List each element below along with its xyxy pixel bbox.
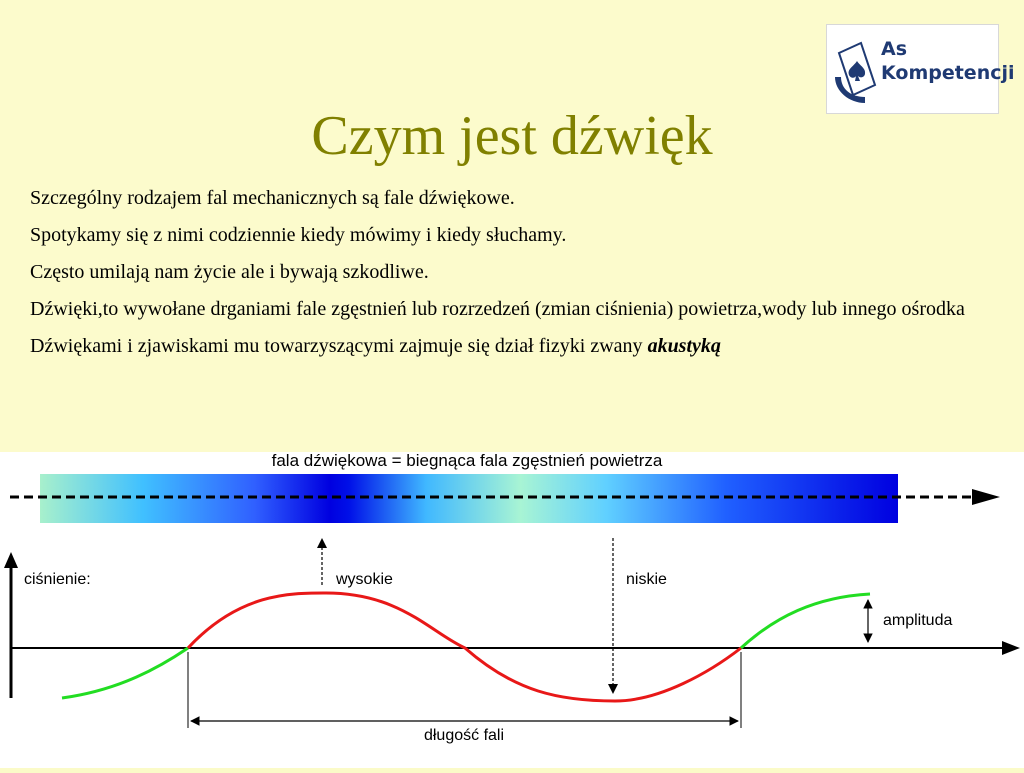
wave-left-segment [62,648,188,698]
high-label: wysokie [336,571,393,588]
x-axis-arrow-icon [1002,641,1020,655]
sound-wave-diagram [0,452,1024,768]
low-marker-arrow-icon [608,684,618,694]
emphasis-term: akustyką [647,335,721,357]
logo-line-2: Kompetencji [881,62,1015,84]
wave-right-segment [741,594,870,648]
paragraph-3: Często umilają nam życie ale i bywają szkodliwe. [30,261,429,283]
amplitude-label: amplituda [883,612,953,629]
sound-wave-svg [0,452,1024,768]
y-axis-label: ciśnienie: [24,571,91,588]
paragraph-1: Szczególny rodzajem fal mechanicznych są fale dźwiękowe. [30,187,515,209]
paragraph-2: Spotykamy się z nimi codziennie kiedy mówimy i kiedy słuchamy. [30,224,567,246]
paragraph-5-text: Dźwiękami i zjawiskami mu towarzyszącymi zajmuje się dział fizyki zwany [30,335,648,357]
high-marker-arrow-icon [317,538,327,548]
slide-title: Czym jest dźwięk [311,105,713,167]
wave-main-segment [188,593,741,701]
diagram-heading: fala dźwiękowa = biegnąca fala zgęstnień powietrza [271,452,663,470]
logo-line-1: As [881,38,908,60]
wavelength-label: długość fali [423,727,505,744]
logo-text [881,37,1015,85]
slide-body [30,186,1000,371]
propagation-arrow-icon [972,489,1000,505]
low-label: niskie [626,571,667,588]
spade-card-icon [831,33,881,108]
paragraph-4: Dźwięki,to wywołane drganiami fale zgęstnień lub rozrzedzeń (zmian ciśnienia) powietrza,wody lub innego ośrodka [30,298,965,320]
paragraph-5 [30,334,1000,358]
logo [826,24,1015,114]
y-axis-arrow-icon [4,552,18,568]
